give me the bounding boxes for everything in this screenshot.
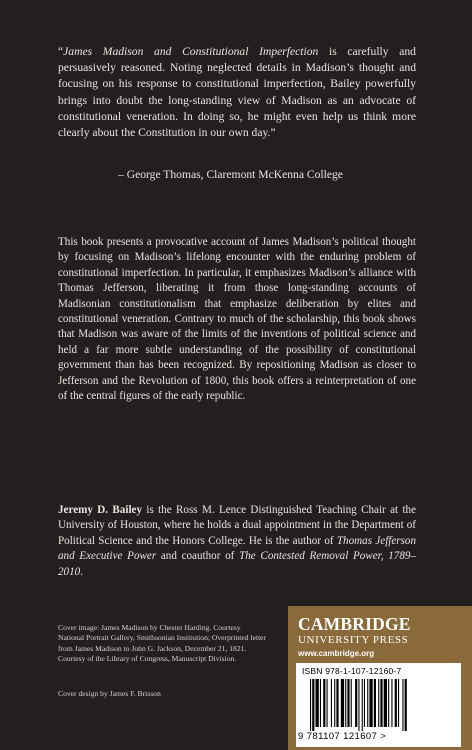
- barcode-bar: [398, 679, 399, 727]
- barcode-bar: [320, 679, 321, 727]
- bio-book-2: The Contested Removal Power, 1789–2010: [58, 550, 416, 578]
- barcode-bar: [369, 679, 372, 727]
- barcode-bar: [384, 679, 387, 727]
- barcode-bar: [347, 679, 349, 727]
- barcode-bar: [358, 679, 359, 731]
- barcode-bar: [316, 679, 319, 727]
- barcode-bar: [391, 679, 392, 727]
- bio-text-2: and coauthor of: [156, 550, 240, 563]
- barcode-bar: [388, 679, 389, 727]
- barcode-bar: [341, 679, 344, 727]
- barcode-bar: [312, 679, 314, 731]
- barcode-bar: [378, 679, 379, 727]
- cover-design-credit: Cover design by James F. Brisson: [58, 689, 161, 698]
- book-description: This book presents a provocative account of James Madison’s political thought by focusing on Madison’s lifelong encounter with the enduring problem of constitutional imperfection. In particular, it emphasizes Madison’s alliance with Thomas Jefferson, liberating it from those long-standing accounts of Madisonian constitutionalism that emphasize deliberation by elites and constitutional veneration. Contrary to much of the scholarship, this book shows that Madison was aware of the limits of the inventions of political science and held a far more subtle understanding of the possibility of constitutional government than has been recognized. By repositioning Madison as closer to Jefferson and the Revolution of 1800, this book offers a reinterpretation of one of the central figures of the early republic.: [58, 236, 416, 403]
- barcode-bar: [362, 679, 363, 731]
- author-bio: [58, 503, 416, 580]
- bio-text-1: is the Ross M. Lence Distinguished Teaching Chair at the University of Houston, where he holds a dual appointment in the Department of Political Science and the Honors College. He is the author of: [58, 504, 416, 547]
- barcode-bar: [345, 679, 346, 727]
- publisher-url: www.cambridge.org: [298, 649, 375, 658]
- author-name: Jeremy D. Bailey: [58, 504, 142, 516]
- quote-attribution: – George Thomas, Claremont McKenna College: [118, 168, 343, 181]
- barcode-panel: [296, 663, 461, 747]
- bio-text-3: .: [80, 565, 83, 578]
- quote-book-title: James Madison and Constitutional Imperfection: [63, 45, 319, 58]
- barcode-bar: [351, 679, 352, 727]
- barcode-bar: [310, 679, 311, 731]
- barcode-bar: [327, 679, 328, 727]
- barcode-bar: [364, 679, 365, 727]
- barcode-bar: [331, 679, 332, 727]
- barcode-bar: [380, 679, 382, 727]
- barcode-bar: [374, 679, 376, 727]
- publisher-name: CAMBRIDGE: [298, 614, 411, 634]
- barcode-bar: [355, 679, 357, 727]
- isbn-label: ISBN 978-1-107-12160-7: [302, 666, 402, 676]
- barcode: [310, 679, 450, 731]
- barcode-bar: [405, 679, 407, 731]
- barcode-bar: [402, 679, 403, 731]
- bio-book-1: Thomas Jefferson and Executive Power: [58, 534, 417, 563]
- publisher-box: [288, 606, 472, 750]
- barcode-digits: 9 781107 121607 >: [298, 731, 387, 742]
- barcode-bar: [395, 679, 397, 727]
- endorsement-quote: [58, 44, 416, 141]
- cover-image-credit: Cover image: James Madison by Chester Harding. Courtesy National Portrait Gallery, Smithsonian Institution; Overprinted letter from James Madison to John G. Jackson, December 21, 1821. Courtesy of the Library of Congress, Manuscript Division.: [58, 623, 267, 663]
- barcode-bar: [334, 679, 335, 727]
- quote-open-mark: “: [58, 45, 64, 58]
- barcode-bar: [336, 679, 338, 727]
- barcode-bar: [367, 679, 368, 727]
- publisher-subtitle: UNIVERSITY PRESS: [298, 634, 409, 646]
- quote-text: is carefully and persuasively reasoned. Noting neglected details in Madison’s thought and focusing on his response to constitutional imperfection, Bailey powerfully brings into doubt the long-standing view of Madison as an advocate of constitutional veneration. In doing so, he might even help us think more clearly about the Constitution in our own day.”: [58, 45, 416, 140]
- barcode-bar: [323, 679, 325, 727]
